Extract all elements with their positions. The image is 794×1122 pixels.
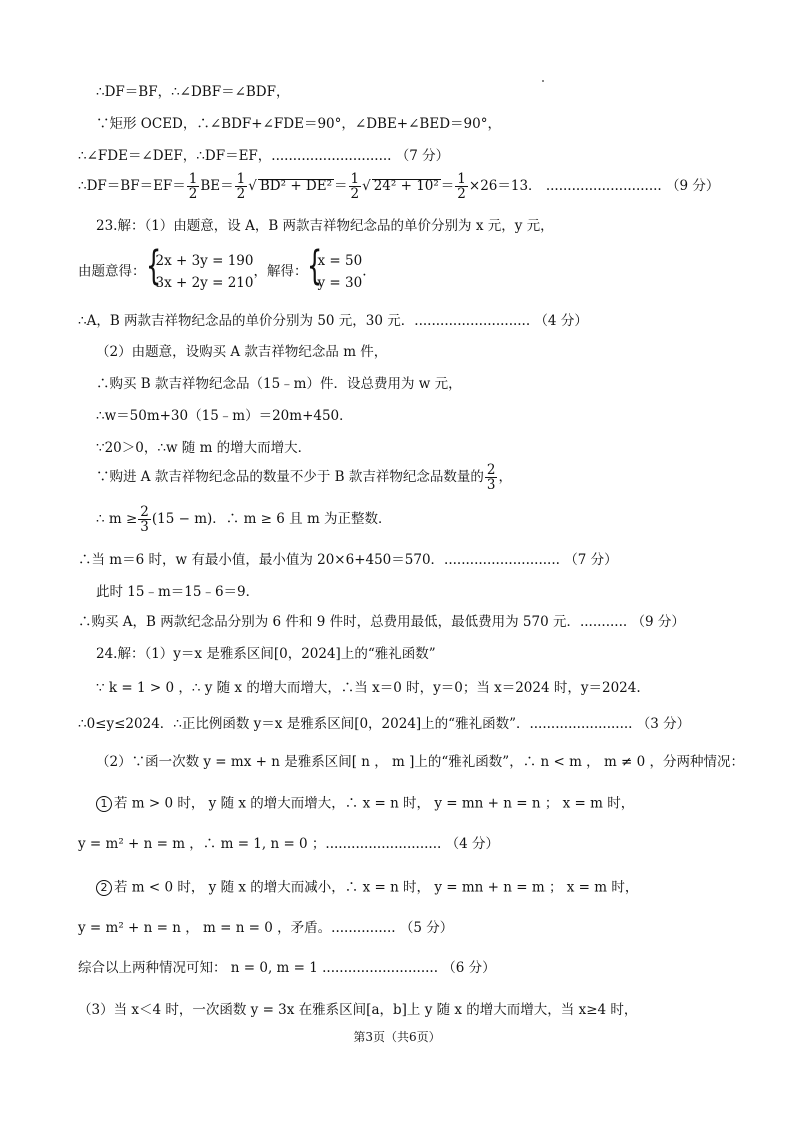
system-row: y = 30 [317,275,363,291]
line-11: ∵20＞0，∴w 随 m 的增大而增大． [96,440,312,456]
line-12 [96,463,512,492]
frac-den: 2 [236,186,246,203]
page-footer: 第3页（共6页） [353,1030,441,1044]
equation-system-1 [145,243,254,294]
line-25: 综合以上两种情况可知： n = 0, m = 1 ........................... （6 分） [78,960,496,976]
brace-icon: { [307,243,323,289]
line-5: 23.解：（1）由题意，设 A，B 两款吉祥物纪念品的单价分别为 x 元，y 元， [96,218,554,234]
line-6 [78,243,367,294]
radicand-2: 24² + 10² [373,178,439,195]
fraction-half-3 [349,172,362,201]
frac-den: 2 [188,186,198,203]
line-24: y = m² + n = n ， m = n = 0 ，矛盾。............... （5 分） [78,920,454,936]
line-20: （2）∵函一次数 y = mx + n 是雅系区间[ n ， m ]上的“雅礼函数”，∴ n < m ， m ≠ 0 ，分两种情况： [96,754,745,770]
line-13-tail: (15 − m)．∴ m ≥ 6 且 m 为正整数． [151,511,392,528]
line-2: ∵矩形 OCED，∴∠BDF+∠FDE＝90°，∠DBE+∠BED＝90°， [96,116,501,132]
frac-num: 1 [188,171,198,187]
line-4-lead: ∴DF＝BF＝EF＝ [78,178,186,195]
line-9: ∴购买 B 款吉祥物纪念品（15﹣m）件．设总费用为 w 元， [96,376,462,392]
frac-num: 1 [457,171,466,187]
line-6-end: . [362,263,367,280]
system-row: 3x + 2y = 210 [155,275,254,291]
circled-number-1: 1 [96,796,112,812]
line-8: （2）由题意，设购买 A 款吉祥物纪念品 m 件， [96,344,388,360]
fraction-two-thirds-1 [485,463,498,492]
sqrt-icon: √ [248,178,257,195]
line-3: ∴∠FDE＝∠DEF，∴DF＝EF，............................ （7 分） [78,148,450,164]
radicand-1: BD² + DE² [259,178,333,195]
line-4 [78,172,719,201]
line-4-eq2: ＝ [440,178,455,195]
line-18: ∵ k = 1 > 0 ，∴ y 随 x 的增大而增大，∴当 x＝0 时，y＝0；当 x＝2024 时，y＝2024. [96,680,641,696]
fraction-half-4 [455,172,468,201]
frac-num: 1 [236,171,246,187]
circled-number-2: 2 [96,880,112,896]
line-4-eq1: ＝ [334,178,348,195]
line-22: y = m² + n = m ，∴ m = 1, n = 0 ；........................... （4 分） [78,836,499,852]
line-6-lead: 由题意得： [78,263,146,280]
line-1: ∴DF＝BF，∴∠DBF＝∠BDF， [96,84,290,100]
line-23 [96,880,638,896]
equation-system-2 [307,243,363,294]
system-row: 2x + 3y = 190 [155,253,254,269]
line-4-be: BE＝ [200,178,234,195]
line-21 [96,796,634,812]
frac-den: 3 [140,519,149,536]
line-12-lead: ∵购进 A 款吉祥物纪念品的数量不少于 B 款吉祥物纪念品数量的 [96,469,484,486]
line-17: 24.解：（1）y＝x 是雅系区间[0，2024]上的“雅礼函数” [96,646,436,662]
line-14: ∴当 m＝6 时，w 有最小值，最小值为 20×6+450＝570．........................... （7 分） [78,552,618,568]
frac-den: 2 [457,186,466,203]
frac-num: 1 [350,171,360,187]
frac-den: 2 [350,186,360,203]
system-row: x = 50 [317,253,363,269]
fraction-half-2 [235,172,248,201]
line-21-text: 若 m > 0 时， y 随 x 的增大而增大，∴ x = n 时， y = mn + n = n ； x = m 时， [114,795,635,812]
frac-den: 3 [486,477,496,494]
fraction-half-1 [187,172,200,201]
line-13 [96,505,392,534]
line-10: ∴w＝50m+30（15﹣m）＝20m+450． [96,408,353,424]
frac-num: 2 [140,504,149,520]
line-19: ∴0≤y≤2024．∴正比例函数 y＝x 是雅系区间[0，2024]上的“雅礼函数”．........................ （3 分） [78,716,691,732]
stray-dot [542,80,544,82]
sqrt-icon: √ [362,178,371,195]
line-6-mid: ，解得： [253,263,308,280]
line-26: （3）当 x＜4 时，一次函数 y = 3x 在雅系区间[a，b]上 y 随 x 的增大而增大，当 x≥4 时， [78,1002,638,1018]
line-23-text: 若 m < 0 时， y 随 x 的增大而减小，∴ x = n 时， y = mn + n = m ； x = m 时， [114,879,639,896]
line-16: ∴购买 A，B 两款纪念品分别为 6 件和 9 件时，总费用最低，最低费用为 570 元．........... （9 分） [78,614,685,630]
line-13-lead: ∴ m ≥ [96,511,138,528]
fraction-two-thirds-2 [138,505,151,534]
line-12-end: ， [498,469,512,486]
line-4-tail: ×26＝13． ........................... （9 分） [468,178,720,195]
frac-num: 2 [486,462,496,478]
line-7: ∴A，B 两款吉祥物纪念品的单价分别为 50 元，30 元．........................... （4 分） [78,313,588,329]
brace-icon: { [145,243,161,289]
line-15: 此时 15﹣m＝15﹣6＝9． [96,584,260,600]
